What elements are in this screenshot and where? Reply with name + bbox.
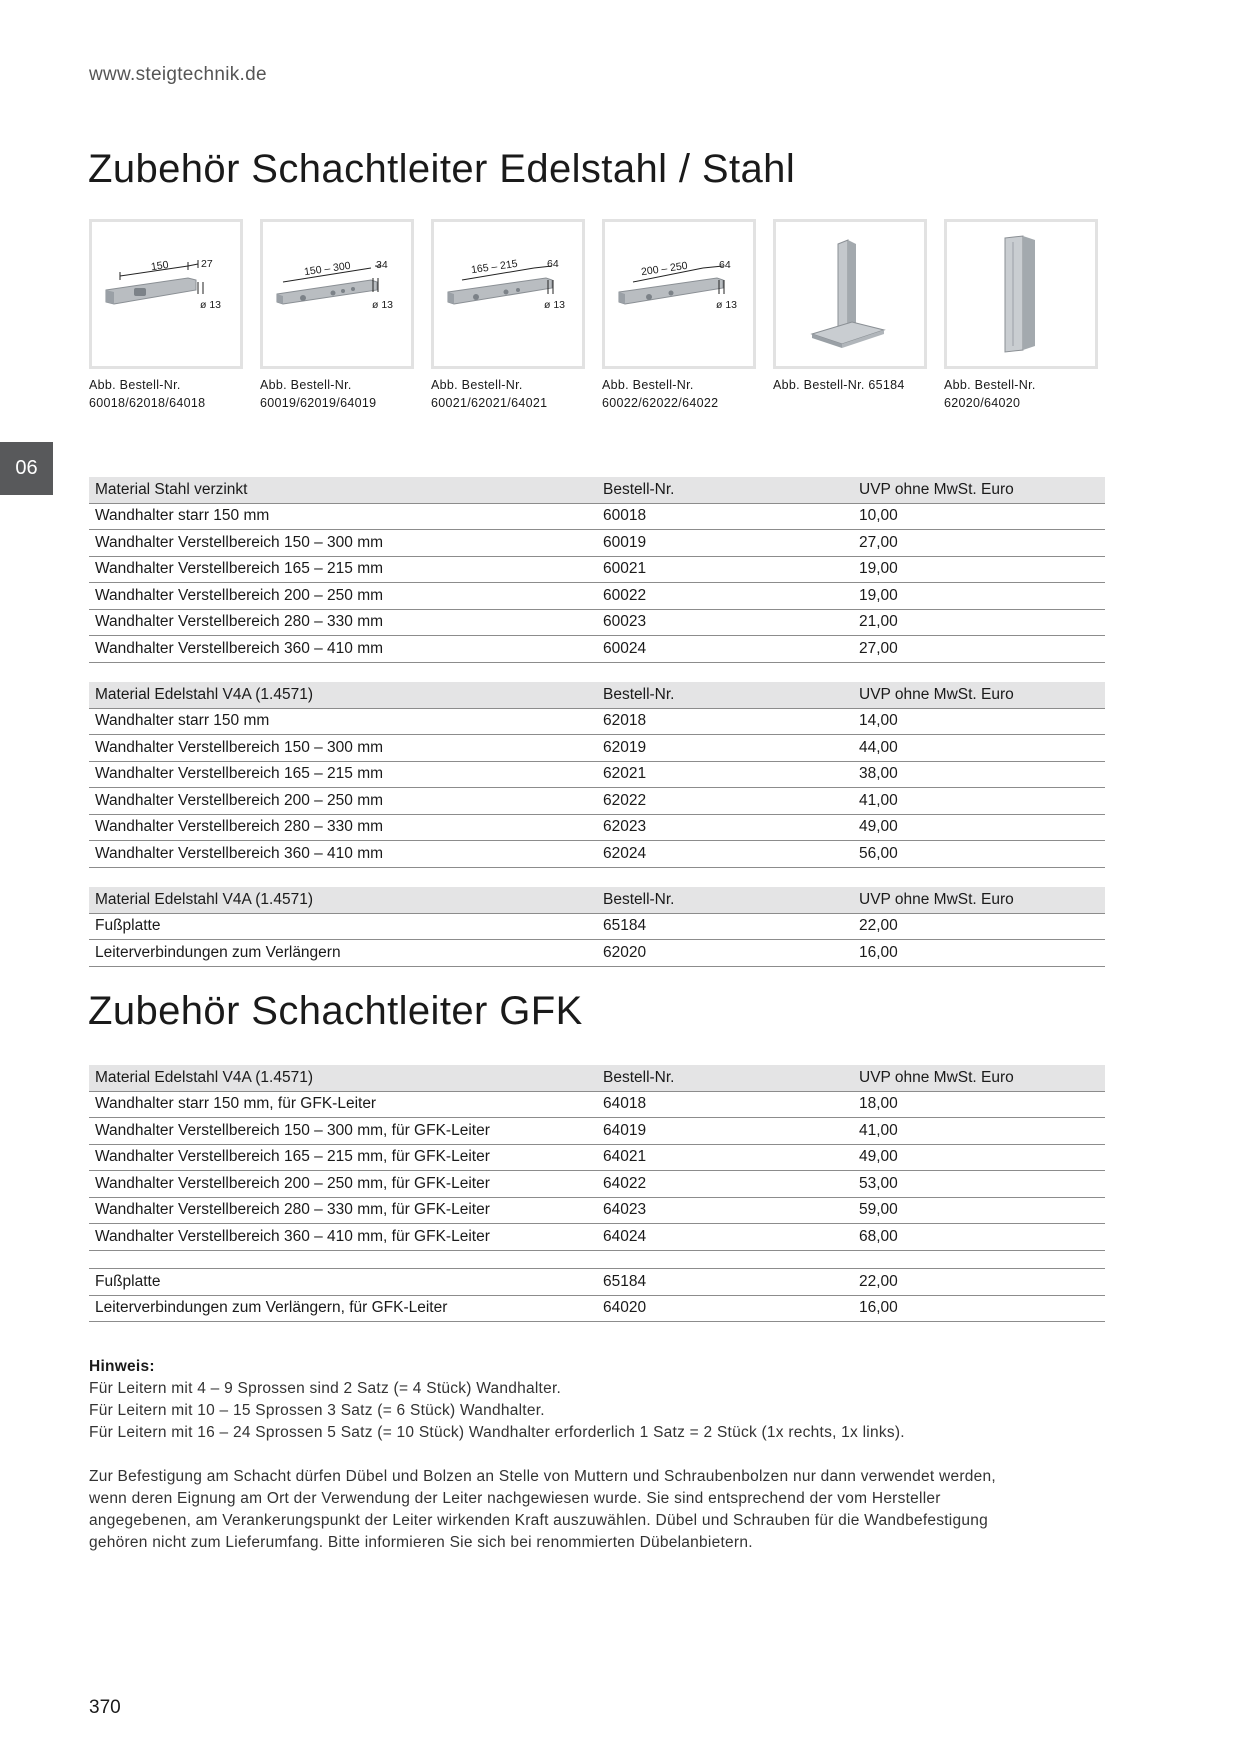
table-row: Wandhalter Verstellbereich 360 – 410 mm 60024 27,00 [89,636,1105,663]
table-header-row [89,887,1105,913]
table-row: Wandhalter starr 150 mm 60018 10,00 [89,503,1105,530]
notice-paragraph-line: angegebenen, am Verankerungspunkt der Leiter wirkenden Kraft auszuwählen. Dübel und Schrauben für die Wandbefestigung [89,1512,988,1529]
dim-label: 165 – 215 [470,257,519,277]
notice-paragraph-line: gehören nicht zum Lieferumfang. Bitte informieren Sie sich bei renommierten Dübelanbietern. [89,1534,753,1551]
dim-label: ø 13 [716,299,738,311]
header-order-no: Bestell-Nr. [597,887,853,913]
notice-paragraph-line: Zur Befestigung am Schacht dürfen Dübel und Bolzen an Stelle von Muttern und Schraubenbolzen nur dann verwendet werden, [89,1468,996,1485]
header-price: UVP ohne MwSt. Euro [853,477,1105,503]
dim-label: 64 [547,258,559,270]
header-material: Material Edelstahl V4A (1.4571) [89,887,597,913]
chapter-tab: 06 [0,442,53,495]
header-material: Material Stahl verzinkt [89,477,597,503]
table-row: Fußplatte 65184 22,00 [89,1269,1105,1296]
dim-label: 34 [376,259,388,271]
table-row: Wandhalter starr 150 mm, für GFK-Leiter 64018 18,00 [89,1091,1105,1118]
dim-label: ø 13 [544,299,566,311]
table-row: Wandhalter Verstellbereich 360 – 410 mm 62024 56,00 [89,841,1105,868]
table-row: Leiterverbindungen zum Verlängern 62020 16,00 [89,940,1105,967]
notice-line: Für Leitern mit 4 – 9 Sprossen sind 2 Satz (= 4 Stück) Wandhalter. [89,1380,562,1397]
dim-label: 150 – 300 [303,259,352,279]
thumbnail-caption: Abb. Bestell-Nr. 60022/62022/64022 [602,378,719,410]
header-material: Material Edelstahl V4A (1.4571) [89,1065,597,1091]
header-price: UVP ohne MwSt. Euro [853,1065,1105,1091]
website-url: www.steigtechnik.de [89,64,267,85]
header-order-no: Bestell-Nr. [597,477,853,503]
thumbnail-caption: Abb. Bestell-Nr. 60018/62018/64018 [89,378,206,410]
table-row: Wandhalter Verstellbereich 200 – 250 mm 60022 19,00 [89,583,1105,610]
table-row: Wandhalter Verstellbereich 150 – 300 mm 62019 44,00 [89,735,1105,762]
dim-label: 27 [201,258,213,270]
thumbnail-caption: Abb. Bestell-Nr. 62020/64020 [944,378,1036,410]
table-row: Wandhalter Verstellbereich 150 – 300 mm, für GFK-Leiter 64019 41,00 [89,1118,1105,1145]
notice-line: Für Leitern mit 16 – 24 Sprossen 5 Satz (= 10 Stück) Wandhalter erforderlich 1 Satz = 2 Stück (1x rechts, 1x links). [89,1424,905,1441]
price-table-gfk [89,1065,1105,1251]
notice-paragraph-line: wenn deren Eignung am Ort der Verwendung der Leiter nachgewiesen wurde. Sie sind entsprechend der vom Hersteller [89,1490,941,1507]
notice-line: Für Leitern mit 10 – 15 Sprossen 3 Satz (= 6 Stück) Wandhalter. [89,1402,545,1419]
table-row: Wandhalter Verstellbereich 280 – 330 mm 60023 21,00 [89,609,1105,636]
table-row: Leiterverbindungen zum Verlängern, für GFK-Leiter 64020 16,00 [89,1295,1105,1322]
header-order-no: Bestell-Nr. [597,682,853,708]
table-header-row [89,1065,1105,1091]
price-table-stainless [89,682,1105,868]
price-table-accessories [89,887,1105,967]
dim-label: 64 [719,259,731,271]
header-material: Material Edelstahl V4A (1.4571) [89,682,597,708]
page-number: 370 [89,1697,121,1718]
table-row: Fußplatte 65184 22,00 [89,913,1105,940]
thumbnail-caption: Abb. Bestell-Nr. 60021/62021/64021 [431,378,548,410]
notice-block [89,1356,1109,1554]
header-price: UVP ohne MwSt. Euro [853,682,1105,708]
table-row: Wandhalter Verstellbereich 165 – 215 mm 60021 19,00 [89,556,1105,583]
table-row: Wandhalter Verstellbereich 150 – 300 mm 60019 27,00 [89,530,1105,557]
dim-label: 150 [150,258,170,274]
notice-title: Hinweis: [89,1358,155,1375]
header-price: UVP ohne MwSt. Euro [853,887,1105,913]
table-row: Wandhalter Verstellbereich 165 – 215 mm, für GFK-Leiter 64021 49,00 [89,1144,1105,1171]
table-header-row [89,477,1105,503]
thumbnail-caption: Abb. Bestell-Nr. 65184 [773,378,905,392]
section-title-steel: Zubehör Schachtleiter Edelstahl / Stahl [88,147,796,191]
price-table-steel-galvanized [89,477,1105,663]
table-row: Wandhalter Verstellbereich 165 – 215 mm 62021 38,00 [89,761,1105,788]
dim-label: ø 13 [200,299,222,311]
table-row: Wandhalter Verstellbereich 200 – 250 mm 62022 41,00 [89,788,1105,815]
thumbnail-labels [89,219,1105,419]
table-header-row [89,682,1105,708]
header-order-no: Bestell-Nr. [597,1065,853,1091]
table-row: Wandhalter Verstellbereich 280 – 330 mm, für GFK-Leiter 64023 59,00 [89,1197,1105,1224]
table-row: Wandhalter Verstellbereich 360 – 410 mm, für GFK-Leiter 64024 68,00 [89,1224,1105,1251]
thumbnail-caption: Abb. Bestell-Nr. 60019/62019/64019 [260,378,377,410]
table-row: Wandhalter starr 150 mm 62018 14,00 [89,708,1105,735]
dim-label: 200 – 250 [640,259,689,279]
table-row: Wandhalter Verstellbereich 280 – 330 mm 62023 49,00 [89,814,1105,841]
dim-label: ø 13 [372,299,394,311]
table-row: Wandhalter Verstellbereich 200 – 250 mm, für GFK-Leiter 64022 53,00 [89,1171,1105,1198]
section-title-gfk: Zubehör Schachtleiter GFK [88,989,583,1033]
price-table-gfk-accessories [89,1268,1105,1322]
